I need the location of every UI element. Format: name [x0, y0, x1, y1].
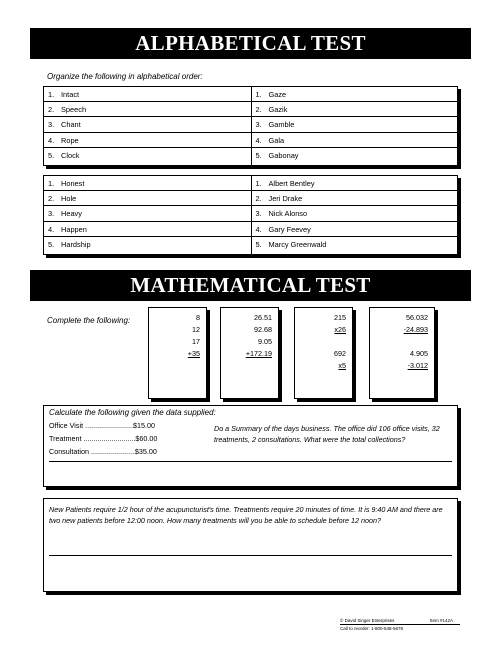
list-item: 3. Heavy [44, 206, 251, 221]
list-item: 5. Clock [48, 150, 80, 160]
alpha-group-1 [43, 86, 458, 166]
mathematical-test-title: MATHEMATICAL TEST [30, 270, 471, 301]
list-item: 1. Albert Bentley [252, 176, 459, 191]
math-problem-addition-2: 26.51 92.68 9.05 +172.19 [220, 307, 279, 399]
list-item: 3. Chant [44, 117, 251, 132]
alpha-instruction: Organize the following in alphabetical order: [47, 72, 203, 81]
price-item: Office Visit ........................$15.00 [49, 421, 155, 430]
answer-line [49, 555, 452, 556]
list-item: 5. Gabonay [255, 150, 299, 160]
collections-instruction: Calculate the following given the data supplied: [49, 408, 216, 417]
reorder-text: Call to reorder: 1-800-548-5678 [340, 626, 404, 631]
alpha-group-2-right-column [251, 176, 459, 254]
list-item: 1. Intact [44, 87, 251, 102]
list-item: 5. Hardship [48, 239, 91, 249]
list-item: 4. Gala [252, 133, 459, 148]
list-item: 2. Speech [44, 102, 251, 117]
alpha-group-2-left-column [44, 176, 251, 254]
price-item: Treatment ..........................$60.00 [49, 434, 158, 443]
math-problem-subtraction: 56.032 -24.893 4.905 -3.012 [369, 307, 435, 399]
list-item: 1. Honest [44, 176, 251, 191]
scheduling-problem-box [43, 498, 458, 592]
collections-question: Do a Summary of the days business. The office did 106 office visits, 32 treatments, 2 consultations. What were the total collections? [214, 424, 440, 444]
item-number: Item #142A [430, 618, 454, 623]
footer-divider [340, 624, 460, 625]
list-item: 5. Marcy Greenwald [255, 239, 327, 249]
list-item: 4. Happen [44, 222, 251, 237]
answer-line [49, 461, 452, 462]
alpha-group-1-right-column [251, 87, 459, 165]
alphabetical-test-title: ALPHABETICAL TEST [30, 28, 471, 59]
alpha-group-2 [43, 175, 458, 255]
math-problem-addition-1: 8 12 17 +35 [148, 307, 207, 399]
collections-problem-box [43, 405, 458, 487]
list-item: 3. Nick Alonso [252, 206, 459, 221]
price-item: Consultation ......................$35.00 [49, 447, 157, 456]
scheduling-question: New Patients require 1/2 hour of the acupuncturist's time. Treatments require 20 minutes of time. It is 9:40 AM and there are two new patients before 12:00 noon. How many treatments will you be able to schedule before 12 noon? [49, 505, 443, 525]
list-item: 1. Gaze [252, 87, 459, 102]
list-item: 2. Hole [44, 191, 251, 206]
copyright-text: © David Singer Enterprises [340, 618, 395, 623]
math-instruction: Complete the following: [47, 316, 131, 325]
list-item: 2. Gazik [252, 102, 459, 117]
list-item: 2. Jeri Drake [252, 191, 459, 206]
list-item: 4. Rope [44, 133, 251, 148]
list-item: 4. Gary Feevey [252, 222, 459, 237]
list-item: 3. Gamble [252, 117, 459, 132]
alpha-group-1-left-column [44, 87, 251, 165]
math-problem-multiplication: 215 x26 692 x5 [294, 307, 353, 399]
